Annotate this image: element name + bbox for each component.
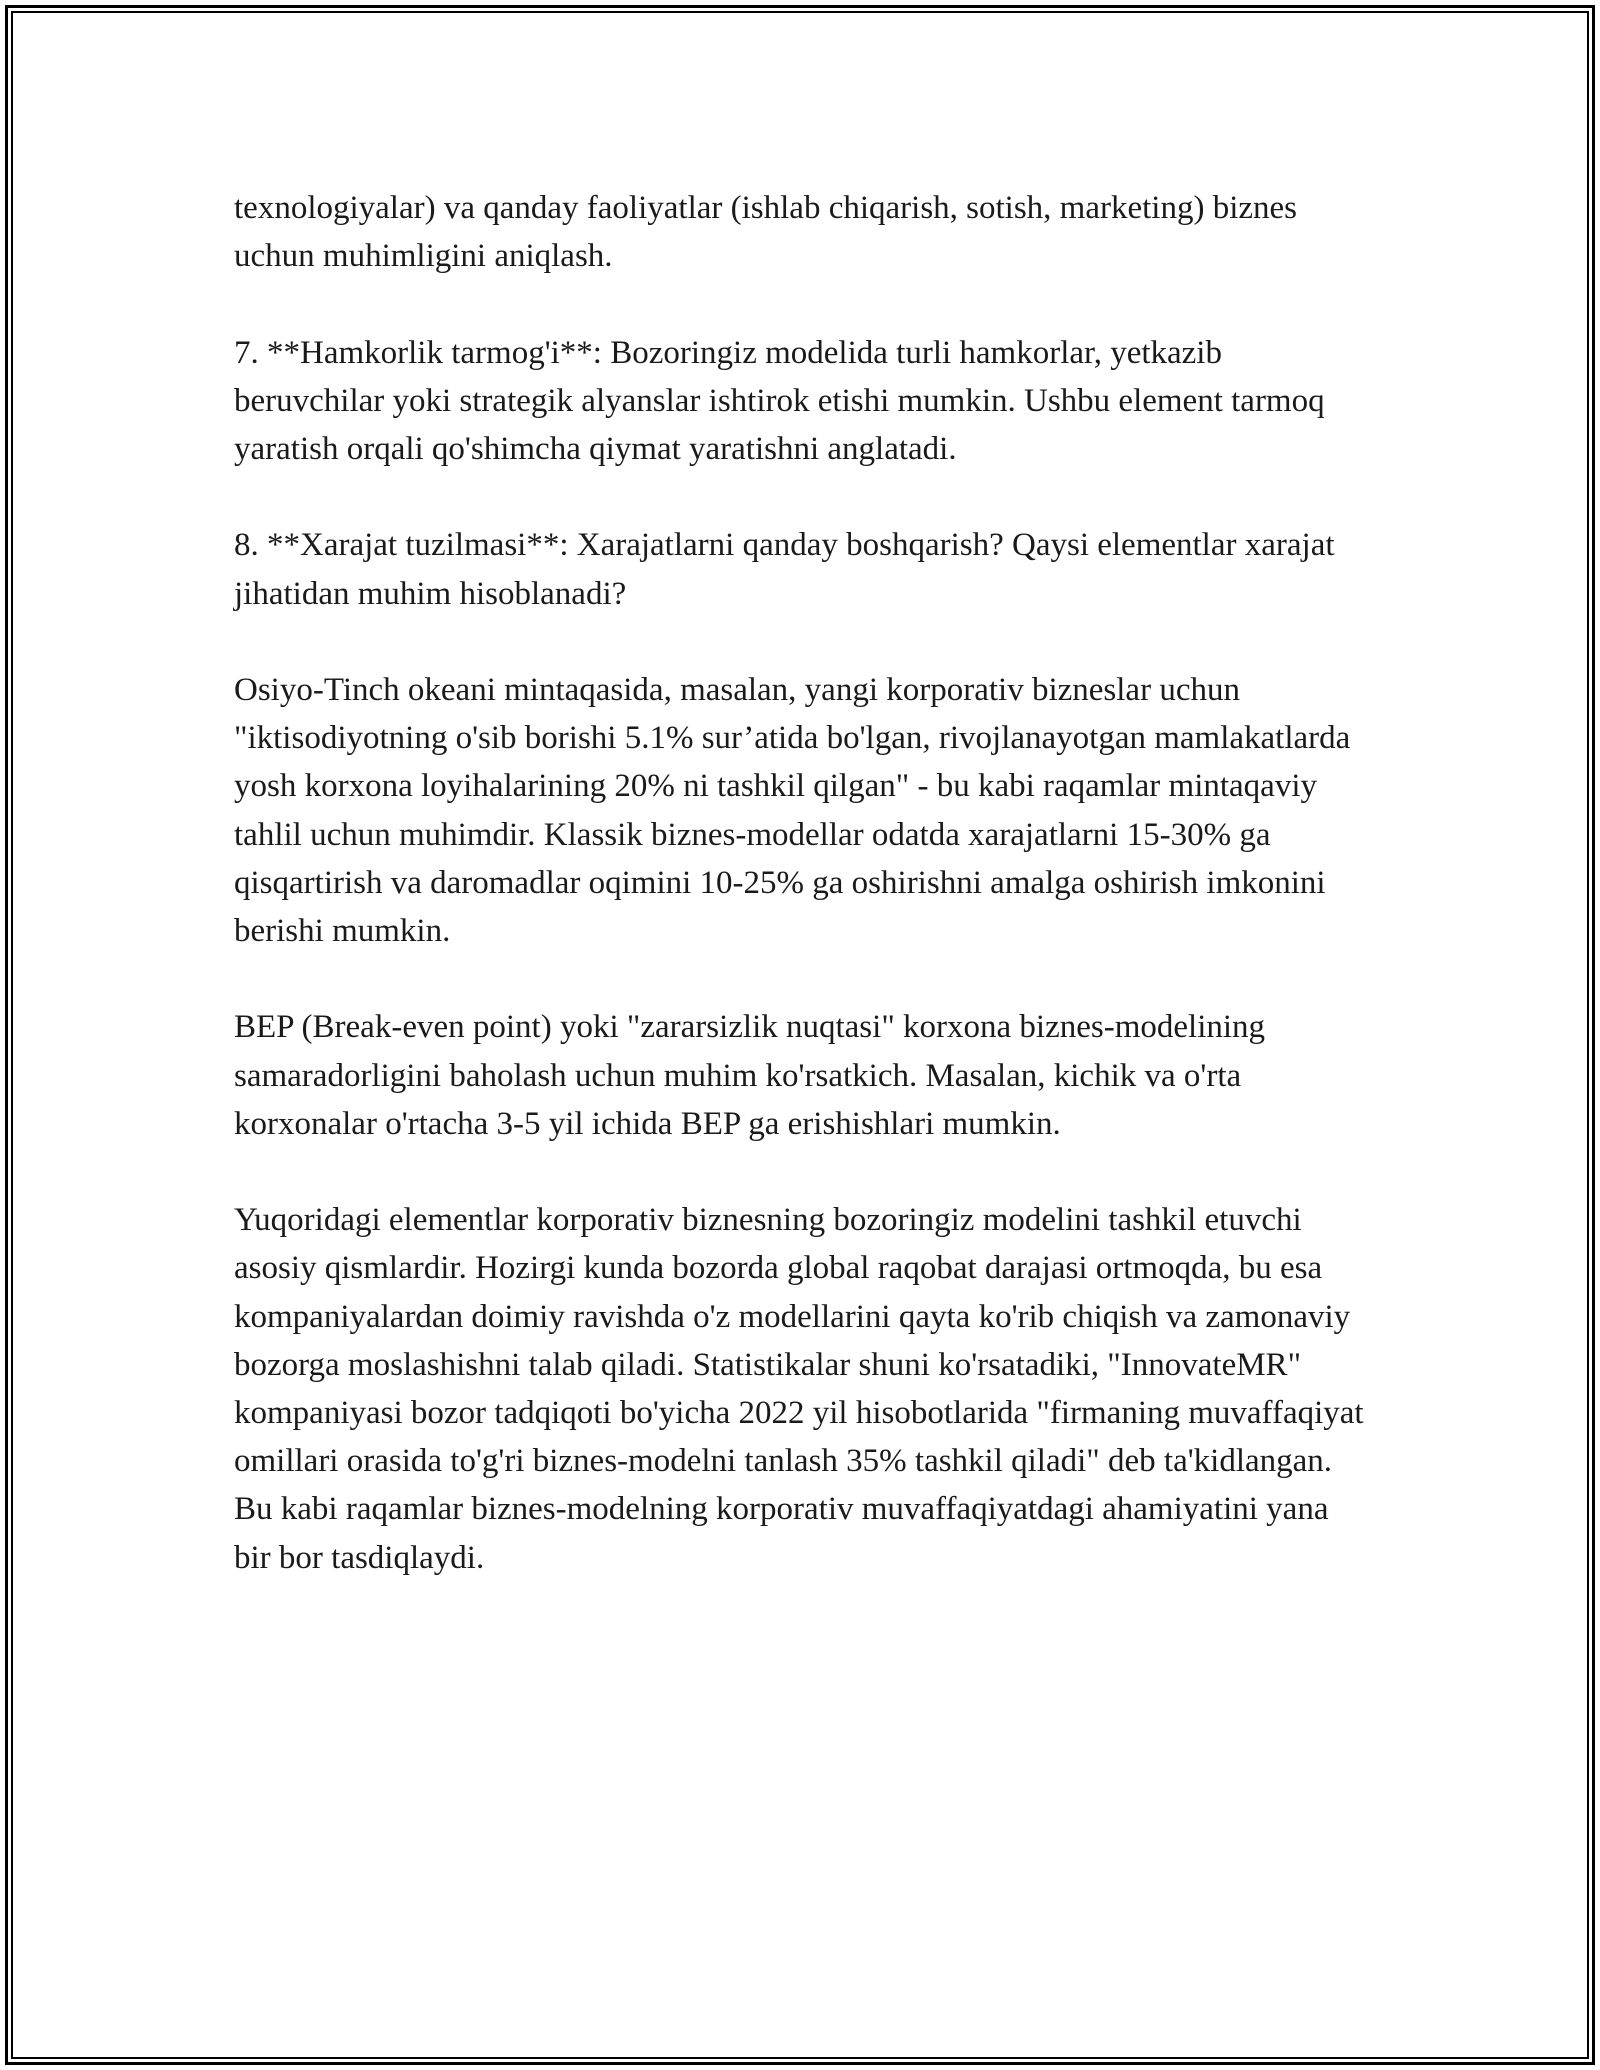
paragraph-conclusion: Yuqoridagi elementlar korporativ biznesning bozoringiz modelini tashkil etuvchi asosiy qismlardir. Hozirgi kunda bozorda global raqobat darajasi ortmoqda, bu esa kompaniyalardan doimiy ravishda o'z modellarini qayta ko'rib chiqish va zamonaviy bozorga moslashishni talab qiladi. Statistikalar shuni ko'rsatadiki, "InnovateMR" kompaniyasi bozor tadqiqoti bo'yicha 2022 yil hisobotlarida "firmaning muvaffaqiyat omillari orasida to'g'ri biznes-modelni tanlash 35% tashkil qiladi" deb ta'kidlangan. Bu kabi raqamlar biznes-modelning korporativ muvaffaqiyatdagi ahamiyatini yana bir bor tasdiqlaydi. — [234, 1202, 1364, 1576]
paragraph-cost-structure: 8. **Xarajat tuzilmasi**: Xarajatlarni qanday boshqarish? Qaysi elementlar xarajat jihatidan muhim hisoblanadi? — [234, 527, 1335, 612]
paragraph-continuation: texnologiyalar) va qanday faoliyatlar (ishlab chiqarish, sotish, marketing) biznes uchun muhimligini aniqlash. — [234, 190, 1298, 275]
paragraph-asia-pacific: Osiyo-Tinch okeani mintaqasida, masalan, yangi korporativ bizneslar uchun "iktisodiyotning o'sib borishi 5.1% sur’atida bo'lgan, rivojlanayotgan mamlakatlarda yosh korxona loyihalarining 20% ni tashkil qilgan" - bu kabi raqamlar mintaqaviy tahlil uchun muhimdir. Klassik biznes-modellar odatda xarajatlarni 15-30% ga qisqartirish va daromadlar oqimini 10-25% ga oshirishni amalga oshirish imkonini berishi mumkin. — [234, 671, 1351, 949]
document-body — [234, 184, 1364, 1582]
paragraph-partner-network: 7. **Hamkorlik tarmog'i**: Bozoringiz modelida turli hamkorlar, yetkazib beruvchilar yoki strategik alyanslar ishtirok etishi mumkin. Ushbu element tarmoq yaratish orqali qo'shimcha qiymat yaratishni anglatadi. — [234, 334, 1325, 467]
paragraph-break-even-point: BEP (Break-even point) yoki "zararsizlik nuqtasi" korxona biznes-modelining samaradorligini baholash uchun muhim ko'rsatkich. Masalan, kichik va o'rta korxonalar o'rtacha 3-5 yil ichida BEP ga erishishlari mumkin. — [234, 1009, 1266, 1142]
